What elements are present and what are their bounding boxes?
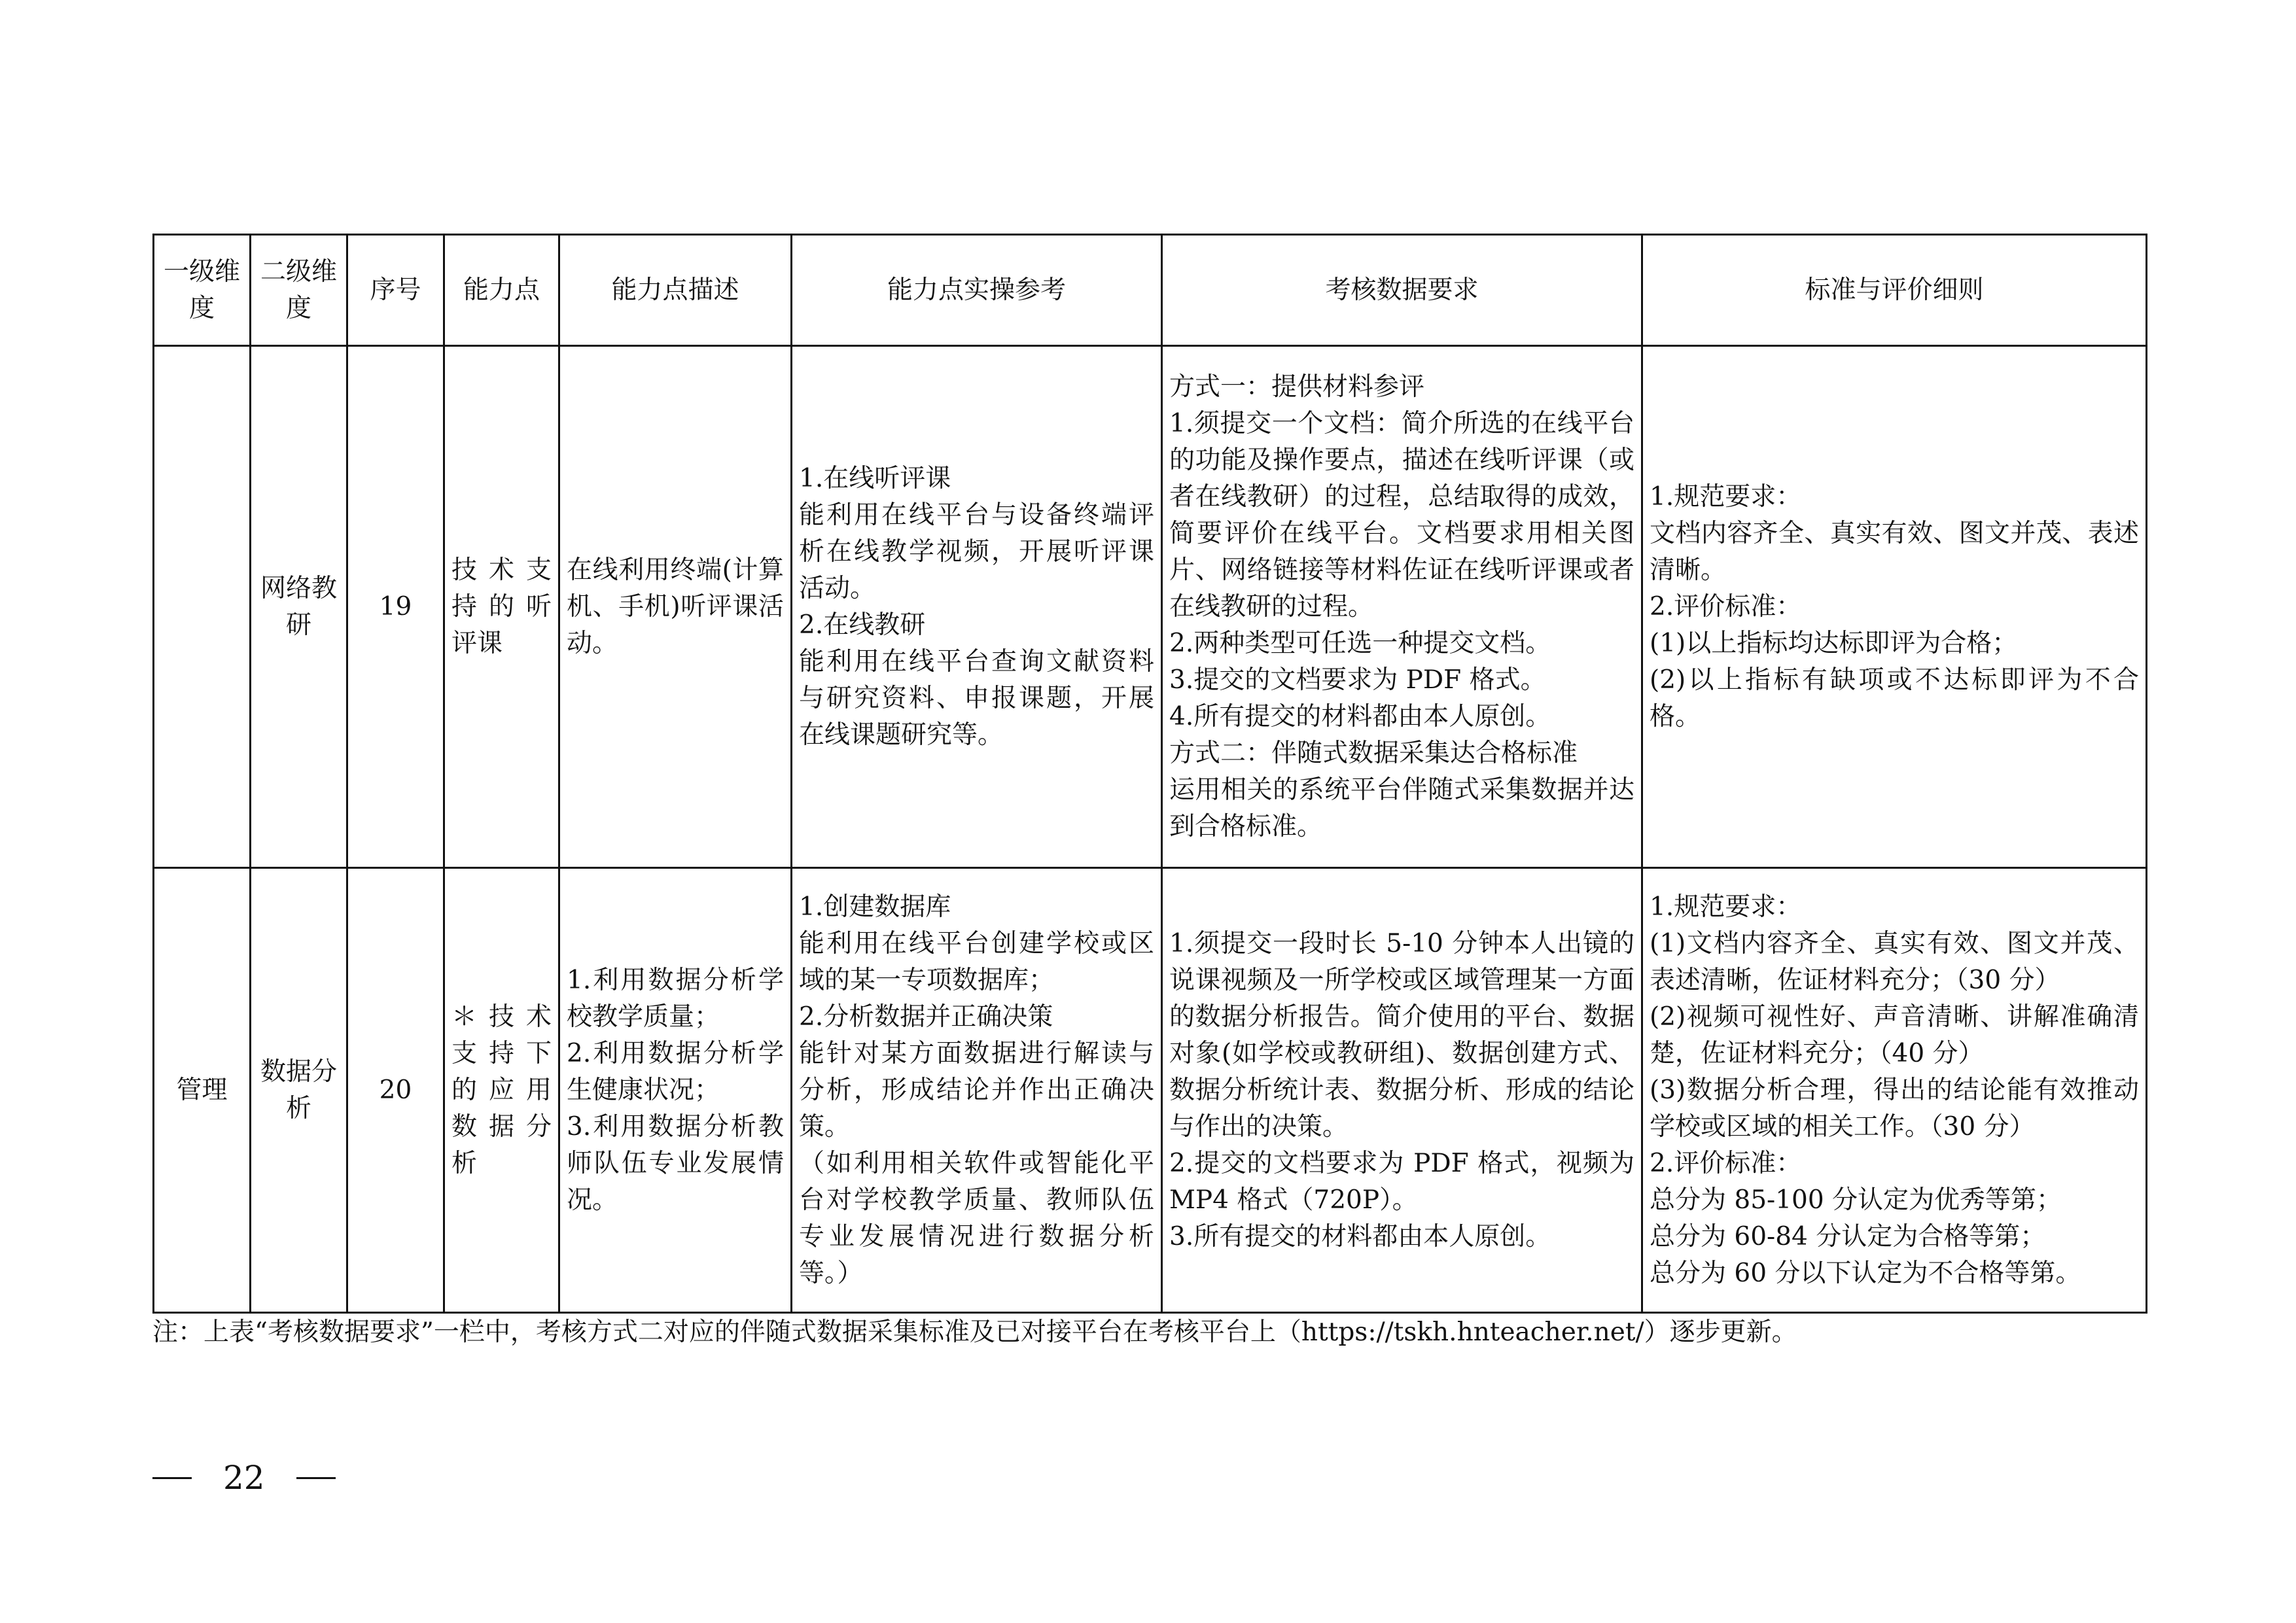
description-line: 2.利用数据分析学生健康状况； [567,1038,784,1105]
description-line: 3.利用数据分析教师队伍专业发展情况。 [567,1111,784,1215]
row19-criteria [1642,346,2147,868]
header-requirements: 考核数据要求 [1162,235,1642,346]
description-line: 1.利用数据分析学校教学质量； [567,965,784,1032]
requirement-line: 方式一：提供材料参评 [1169,372,1425,402]
reference-line: 2.分析数据并正确决策 [799,1002,1053,1032]
row19-reference [792,346,1162,868]
reference-line: 2.在线教研 [799,610,926,640]
requirement-line: 2.两种类型可任选一种提交文档。 [1169,628,1551,658]
row20-ability: ＊技术支持下的应用数据分析 [444,868,559,1313]
row20-level1: 管理 [154,868,251,1313]
row20-no: 20 [347,868,444,1313]
header-reference: 能力点实操参考 [792,235,1162,346]
table-row [154,868,2147,1313]
requirement-line: 运用相关的系统平台伴随式采集数据并达到合格标准。 [1169,775,1634,841]
requirement-line: 4.所有提交的材料都由本人原创。 [1169,701,1551,731]
row19-requirements [1162,346,1642,868]
criteria-line: 1.规范要求： [1650,481,1802,512]
reference-line: 1.在线听评课 [799,463,951,493]
row20-description [559,868,792,1313]
criteria-line: 文档内容齐全、真实有效、图文并茂、表述清晰。 [1650,518,2139,585]
footer-dash-left [152,1477,192,1479]
reference-line: 能针对某方面数据进行解读与分析，形成结论并作出正确决策。 [799,1038,1154,1142]
criteria-line: 总分为 60 分以下认定为不合格等第。 [1650,1258,2081,1288]
criteria-line: (3)数据分析合理，得出的结论能有效推动学校或区域的相关工作。（30 分） [1650,1075,2139,1142]
page-number: 22 [223,1459,265,1497]
criteria-line: 2.评价标准： [1650,591,1802,621]
row20-criteria [1642,868,2147,1313]
header-description: 能力点描述 [559,235,792,346]
row19-level1 [154,346,251,868]
row20-level2: 数据分析 [251,868,347,1313]
row19-ability: 技术支持的听评课 [444,346,559,868]
reference-line: 能利用在线平台创建学校或区域的某一专项数据库； [799,928,1154,995]
header-level1: 一级维度 [154,235,251,346]
requirement-line: 1.须提交一段时长 5-10 分钟本人出镜的说课视频及一所学校或区域管理某一方面的数据分析报告。简介使用的平台、数据对象(如学校或教研组)、数据创建方式、数据分析统计表、数据分析、形成的结论与作出的决策。 [1169,928,1634,1142]
reference-line: 能利用在线平台与设备终端评析在线教学视频，开展听评课活动。 [799,500,1154,603]
header-no: 序号 [347,235,444,346]
table-footnote: 注：上表“考核数据要求”一栏中，考核方式二对应的伴随式数据采集标准及已对接平台在考核平台上（https://tskh.hnteacher.net/）逐步更新。 [152,1318,1797,1347]
requirement-line: 3.所有提交的材料都由本人原创。 [1169,1221,1551,1251]
header-level2: 二级维度 [251,235,347,346]
row20-requirements [1162,868,1642,1313]
criteria-line: 2.评价标准： [1650,1148,1802,1178]
footer-dash-right [296,1477,336,1479]
requirement-line: 3.提交的文档要求为 PDF 格式。 [1169,665,1546,695]
page-footer [152,1459,336,1497]
criteria-line: (2)视频可视性好、声音清晰、讲解准确清楚，佐证材料充分；（40 分） [1650,1002,2139,1068]
criteria-line: (1)文档内容齐全、真实有效、图文并茂、表述清晰，佐证材料充分；（30 分） [1650,928,2139,995]
requirement-line: 2.提交的文档要求为 PDF 格式，视频为MP4 格式（720P）。 [1169,1148,1634,1215]
requirement-line: 1.须提交一个文档：简介所选的在线平台的功能及操作要点，描述在线听评课（或者在线教研）的过程，总结取得的成效，简要评价在线平台。文档要求用相关图片、网络链接等材料佐证在线听评课或者在线教研的过程。 [1169,408,1634,621]
row19-level2: 网络教研 [251,346,347,868]
requirement-line: 方式二：伴随式数据采集达合格标准 [1169,738,1578,768]
assessment-table [152,234,2147,1314]
row20-reference [792,868,1162,1313]
criteria-line: 1.规范要求： [1650,892,1802,922]
table-header-row [154,235,2147,346]
header-criteria: 标准与评价细则 [1642,235,2147,346]
criteria-line: 总分为 85-100 分认定为优秀等第； [1650,1185,2062,1215]
header-ability: 能力点 [444,235,559,346]
criteria-line: 总分为 60-84 分认定为合格等第； [1650,1221,2046,1251]
reference-line: （如利用相关软件或智能化平台对学校教学质量、教师队伍专业发展情况进行数据分析等。） [799,1148,1154,1288]
reference-line: 能利用在线平台查询文献资料与研究资料、申报课题，开展在线课题研究等。 [799,646,1154,750]
criteria-line: (2)以上指标有缺项或不达标即评为不合格。 [1650,665,2139,731]
row19-description: 在线利用终端(计算机、手机)听评课活动。 [559,346,792,868]
row19-no: 19 [347,346,444,868]
criteria-line: (1)以上指标均达标即评为合格； [1650,628,2018,658]
table-row [154,346,2147,868]
reference-line: 1.创建数据库 [799,892,951,922]
